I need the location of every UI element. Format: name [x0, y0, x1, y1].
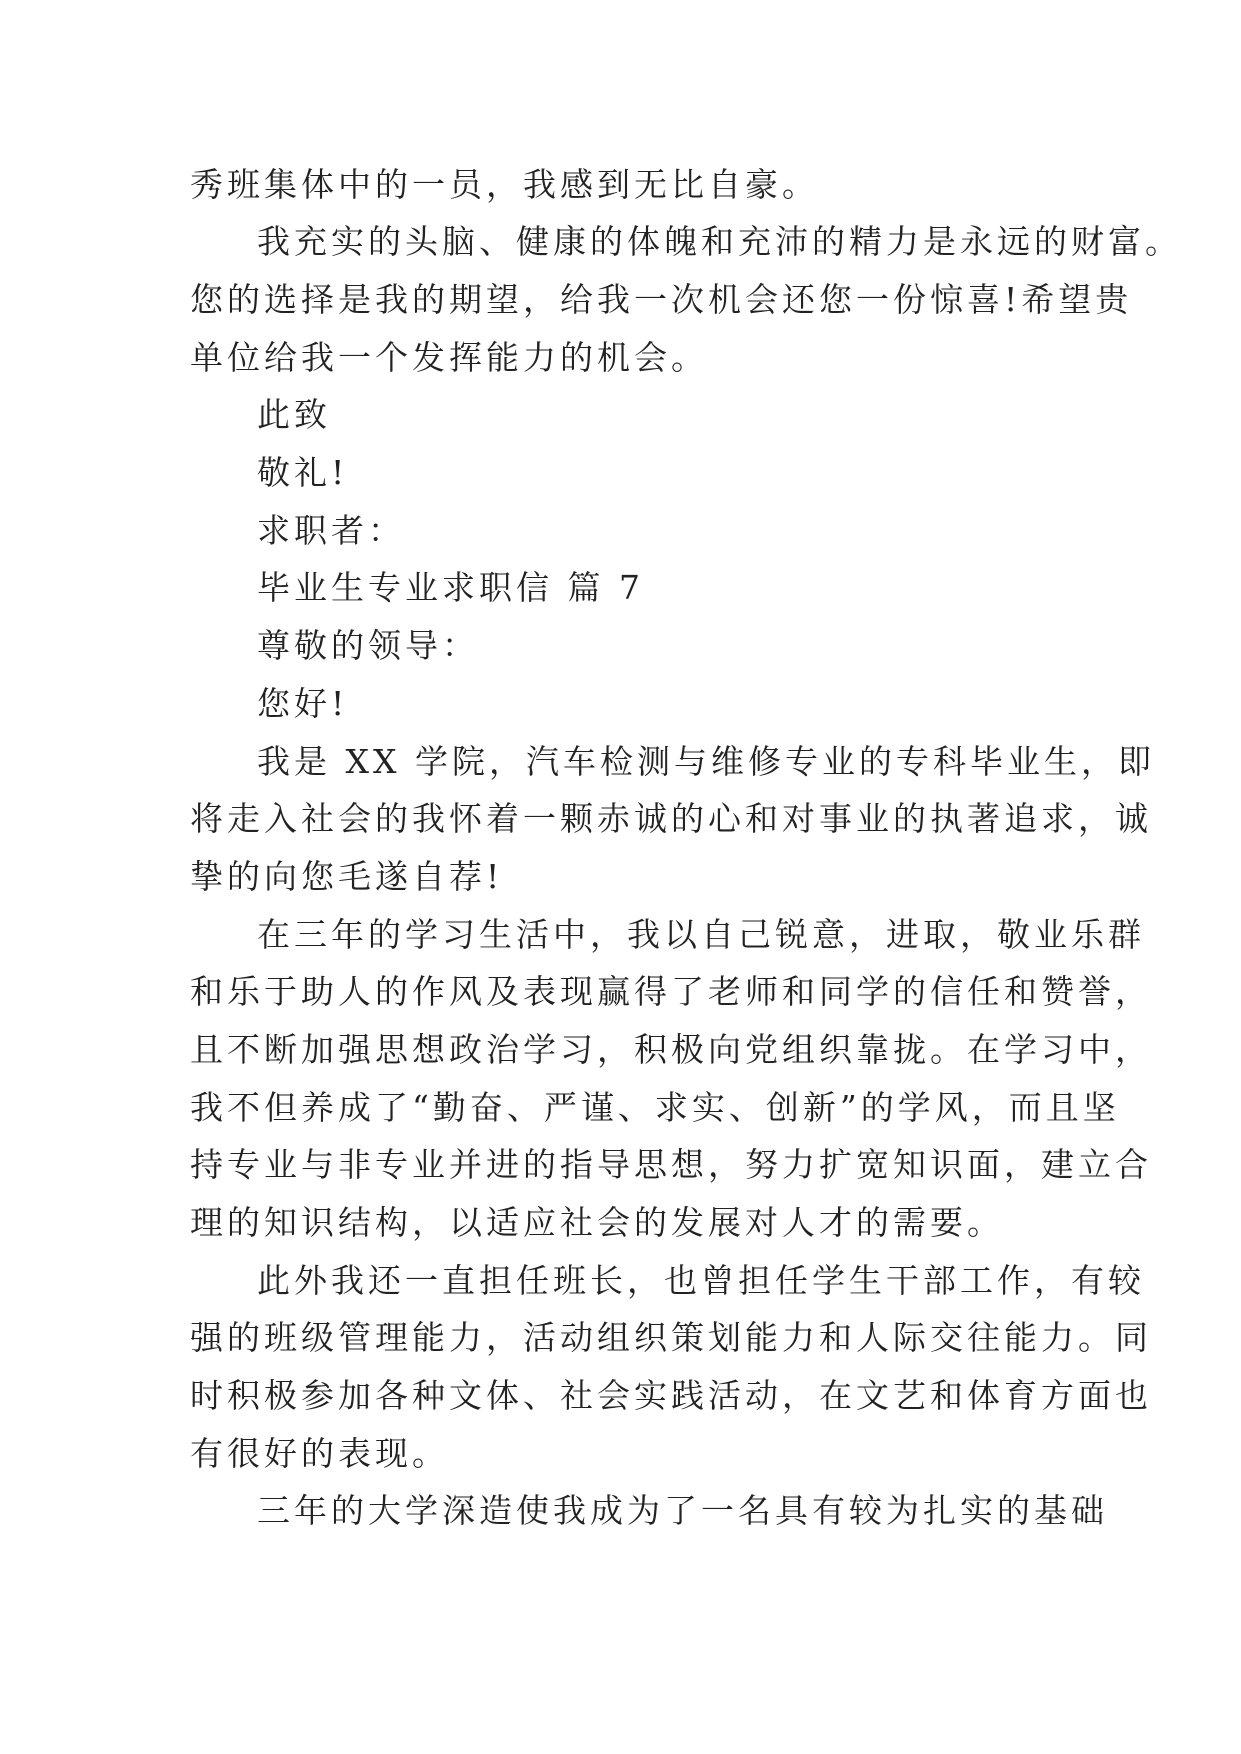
text-line: 您好!	[257, 684, 349, 723]
text-line: 此外我还一直担任班长，也曾担任学生干部工作，有较	[257, 1261, 1145, 1300]
text-line: 时积极参加各种文体、社会实践活动，在文艺和体育方面也	[190, 1376, 1152, 1415]
text-line: 将走入社会的我怀着一颗赤诚的心和对事业的执著追求，诚	[190, 799, 1152, 838]
text-line: 我充实的头脑、健康的体魄和充沛的精力是永远的财富。	[257, 222, 1182, 261]
text-line: 敬礼!	[257, 453, 349, 492]
text-line: 尊敬的领导：	[257, 626, 479, 665]
text-line: 您的选择是我的期望，给我一次机会还您一份惊喜!希望贵	[190, 280, 1133, 319]
text-line: 此致	[257, 395, 331, 434]
text-line: 在三年的学习生活中，我以自己锐意，进取，敬业乐群	[257, 915, 1145, 954]
text-line: 和乐于助人的作风及表现赢得了老师和同学的信任和赞誉，	[190, 972, 1152, 1011]
text-line: 我是 XX 学院，汽车检测与维修专业的专科毕业生，即	[257, 742, 1155, 781]
text-line: 挚的向您毛遂自荐!	[190, 857, 504, 896]
text-line: 三年的大学深造使我成为了一名具有较为扎实的基础	[257, 1491, 1108, 1530]
text-line: 有很好的表现。	[190, 1434, 449, 1473]
text-line: 我不但养成了“勤奋、严谨、求实、创新”的学风，而且坚	[190, 1088, 1120, 1127]
text-line: 求职者：	[257, 511, 405, 550]
text-line: 持专业与非专业并进的指导思想，努力扩宽知识面，建立合	[190, 1145, 1152, 1184]
text-line: 单位给我一个发挥能力的机会。	[190, 338, 708, 377]
section-heading: 毕业生专业求职信 篇 7	[257, 568, 644, 607]
text-line: 强的班级管理能力，活动组织策划能力和人际交往能力。同	[190, 1318, 1152, 1357]
text-line: 理的知识结构，以适应社会的发展对人才的需要。	[190, 1203, 1004, 1242]
text-line: 且不断加强思想政治学习，积极向党组织靠拢。在学习中，	[190, 1030, 1152, 1069]
text-line: 秀班集体中的一员，我感到无比自豪。	[190, 165, 819, 204]
